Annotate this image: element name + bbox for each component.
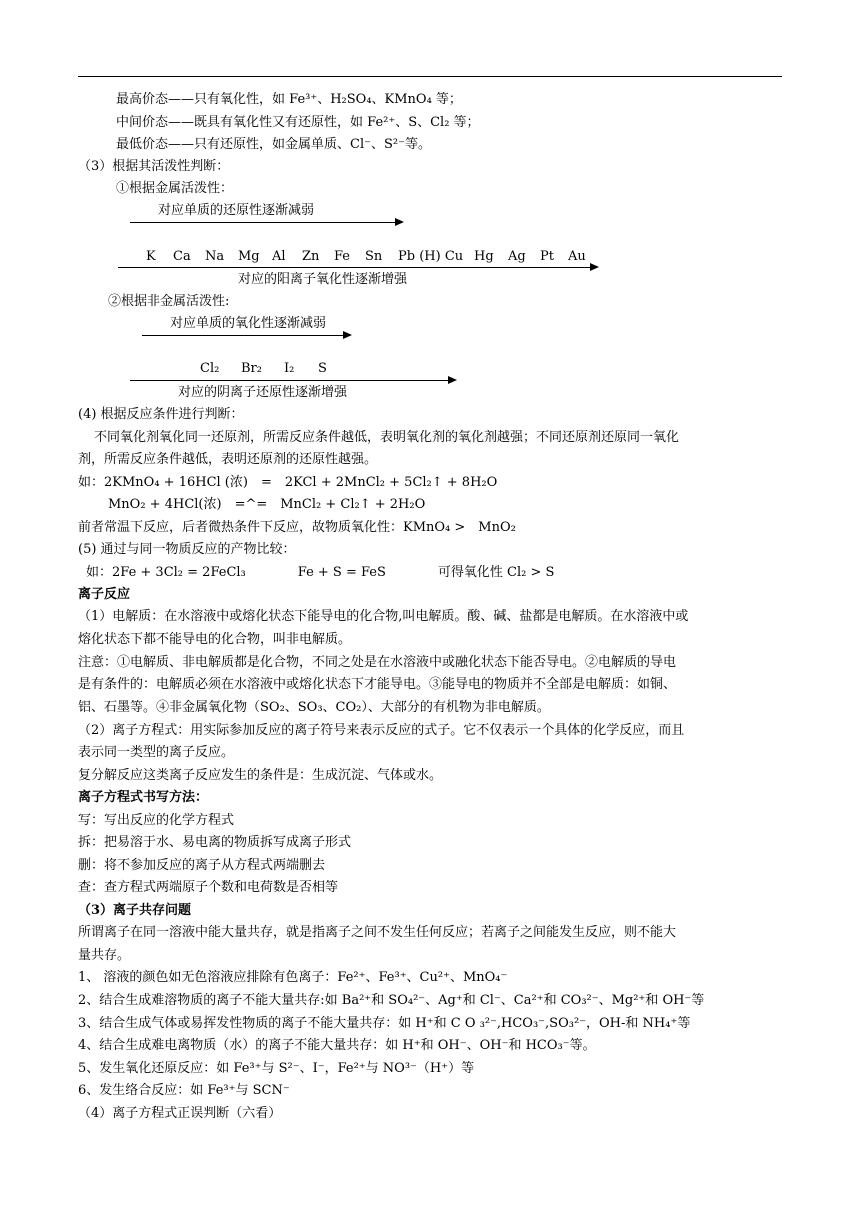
text-line: （4）离子方程式正误判断（六看） xyxy=(78,1106,282,1121)
text-line: 不同氧化剂氧化同一还原剂，所需反应条件越低，表明氧化剂的氧化剂越强；不同还原剂还原同一氧化 xyxy=(94,430,680,445)
metal-element: Al xyxy=(272,249,286,264)
metal-element: Ca xyxy=(173,249,191,264)
section-heading: （3）离子共存问题 xyxy=(78,903,192,918)
metal-element: K xyxy=(146,249,156,264)
list-item: 1、 溶液的颜色如无色溶液应排除有色离子：Fe²⁺、Fe³⁺、Cu²⁺、MnO₄⁻ xyxy=(78,970,508,985)
text-line: （1）电解质：在水溶液中或熔化状态下能导电的化合物,叫电解质。酸、碱、盐都是电解质。在水溶液中或 xyxy=(78,609,689,624)
equation-line: 如：2Fe + 3Cl₂ = 2FeCl₃ Fe + S = FeS 可得氧化性 Cl₂ > S xyxy=(86,565,555,580)
text-line: 最低价态——只有还原性，如金属单质、Cl⁻、S²⁻等。 xyxy=(116,137,431,152)
text-line: （2）离子方程式：用实际参加反应的离子符号来表示反应的式子。它不仅表示一个具体的化学反应，而且 xyxy=(78,723,685,738)
list-item: 6、发生络合反应：如 Fe³⁺与 SCN⁻ xyxy=(78,1083,290,1098)
text-line: 写：写出反应的化学方程式 xyxy=(78,813,235,828)
metal-element: Pb (H) Cu xyxy=(398,249,464,264)
nonmetal-element: S xyxy=(318,361,327,376)
nonmetal-top-label: 对应单质的氧化性逐渐减弱 xyxy=(170,316,327,331)
nonmetal-element: Br₂ xyxy=(241,361,262,376)
metal-top-label: 对应单质的还原性逐渐减弱 xyxy=(158,203,315,218)
text-line: （3）根据其活泼性判断： xyxy=(78,159,230,174)
metal-element: Ag xyxy=(508,249,526,264)
metal-element: Fe xyxy=(334,249,351,264)
metal-element: Zn xyxy=(302,249,320,264)
metal-bottom-arrow xyxy=(118,267,597,268)
metal-element: Mg xyxy=(238,249,260,264)
text-line: 复分解反应这类离子反应发生的条件是：生成沉淀、气体或水。 xyxy=(78,768,443,783)
text-line: (5) 通过与同一物质反应的产物比较： xyxy=(78,542,296,557)
list-item: 3、结合生成气体或易挥发性物质的离子不能大量共存：如 H⁺和 C O ₃²⁻,HCO₃⁻,SO₃²⁻，OH-和 NH₄⁺等 xyxy=(78,1016,691,1031)
text-line: 所谓离子在同一溶液中能大量共存，就是指离子之间不发生任何反应；若离子之间能发生反应，则不能大 xyxy=(78,925,677,940)
metal-element: Au xyxy=(568,249,586,264)
text-line: 剂，所需反应条件越低，表明还原剂的还原性越强。 xyxy=(78,452,378,467)
text-line: ①根据金属活泼性： xyxy=(116,181,234,196)
text-line: 表示同一类型的离子反应。 xyxy=(78,745,235,760)
metal-element: Hg xyxy=(474,249,494,264)
nonmetal-bottom-arrow xyxy=(130,380,455,381)
text-line: 量共存。 xyxy=(78,948,131,963)
list-item: 5、发生氧化还原反应：如 Fe³⁺与 S²⁻、I⁻，Fe²⁺与 NO³⁻（H⁺）等 xyxy=(78,1061,475,1076)
text-line: 注意：①电解质、非电解质都是化合物，不同之处是在水溶液中或融化状态下能否导电。②电解质的导电 xyxy=(78,655,677,670)
text-line: 是有条件的：电解质必须在水溶液中或熔化状态下才能导电。③能导电的物质并不全部是电解质：如铜、 xyxy=(78,677,677,692)
metal-bottom-label: 对应的阳离子氧化性逐渐增强 xyxy=(238,272,408,287)
section-heading: 离子反应 xyxy=(78,587,131,602)
text-line: 铝、石墨等。④非金属氧化物（SO₂、SO₃、CO₂）、大部分的有机物为非电解质。 xyxy=(78,700,550,715)
header-rule xyxy=(78,76,782,77)
text-line: ②根据非金属活泼性: xyxy=(108,294,230,309)
section-heading: 离子方程式书写方法： xyxy=(78,790,209,805)
list-item: 4、结合生成难电离物质（水）的离子不能大量共存：如 H⁺和 OH⁻、OH⁻和 HCO₃⁻等。 xyxy=(78,1038,596,1053)
metal-element: Pt xyxy=(540,249,554,264)
nonmetal-element: Cl₂ xyxy=(200,361,220,376)
text-line: 删：将不参加反应的离子从方程式两端删去 xyxy=(78,858,326,873)
text-line: 查：查方程式两端原子个数和电荷数是否相等 xyxy=(78,880,339,895)
text-line: 前者常温下反应，后者微热条件下反应，故物质氧化性：KMnO₄ > MnO₂ xyxy=(78,520,516,535)
text-line: 熔化状态下都不能导电的化合物，叫非电解质。 xyxy=(78,632,352,647)
nonmetal-top-arrow xyxy=(142,335,350,336)
metal-top-arrow xyxy=(130,222,402,223)
nonmetal-bottom-label: 对应的阴离子还原性逐渐增强 xyxy=(178,385,348,400)
equation-line: MnO₂ + 4HCl(浓) =^= MnCl₂ + Cl₂↑ + 2H₂O xyxy=(108,497,426,512)
metal-element: Sn xyxy=(365,249,383,264)
text-line: 最高价态——只有氧化性，如 Fe³⁺、H₂SO₄、KMnO₄ 等； xyxy=(116,92,462,107)
text-line: 中间价态——既具有氧化性又有还原性，如 Fe²⁺、S、Cl₂ 等； xyxy=(116,115,480,130)
list-item: 2、结合生成难溶物质的离子不能大量共存:如 Ba²⁺和 SO₄²⁻、Ag⁺和 Cl⁻、Ca²⁺和 CO₃²⁻、Mg²⁺和 OH⁻等 xyxy=(78,993,705,1008)
nonmetal-element: I₂ xyxy=(284,361,295,376)
text-line: 拆：把易溶于水、易电离的物质拆写成离子形式 xyxy=(78,835,352,850)
metal-element: Na xyxy=(205,249,225,264)
equation-line: 如：2KMnO₄ + 16HCl (浓) = 2KCl + 2MnCl₂ + 5Cl₂↑ + 8H₂O xyxy=(78,475,498,490)
text-line: (4) 根据反应条件进行判断： xyxy=(78,407,244,422)
